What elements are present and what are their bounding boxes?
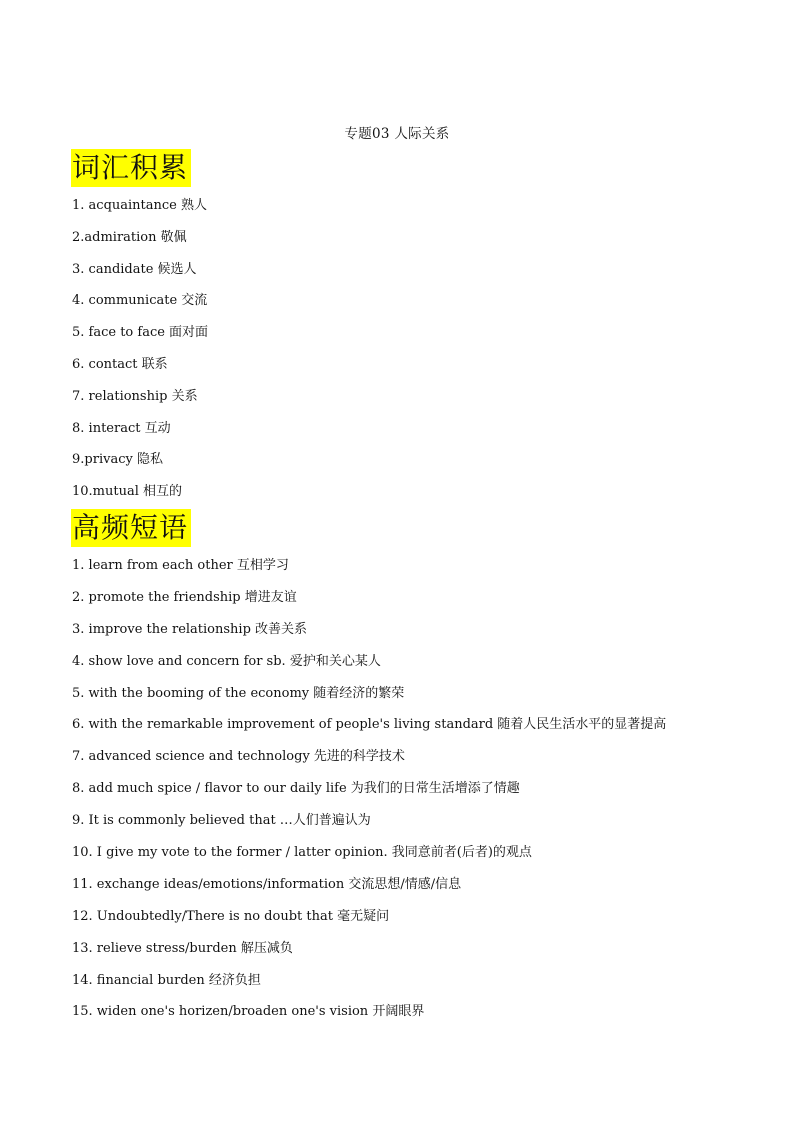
list-item: 4. show love and concern for sb. 爱护和关心某人 bbox=[72, 653, 381, 669]
list-item: 1. acquaintance 熟人 bbox=[72, 198, 207, 213]
phrases-heading: 高频短语 bbox=[71, 509, 191, 547]
list-item: 12. Undoubtedly/There is no doubt that 毫无疑问 bbox=[72, 908, 390, 924]
list-item: 10. I give my vote to the former / latter opinion. 我同意前者(后者)的观点 bbox=[72, 845, 532, 861]
list-item: 8. interact 互动 bbox=[72, 420, 171, 436]
list-item: 15. widen one's horizen/broaden one's vision 开阔眼界 bbox=[72, 1004, 425, 1020]
list-item: 8. add much spice / flavor to our daily life 为我们的日常生活增添了情趣 bbox=[72, 781, 520, 797]
list-item: 1. learn from each other 互相学习 bbox=[72, 558, 289, 573]
document-title: 专题03 人际关系 bbox=[344, 126, 450, 142]
list-item: 13. relieve stress/burden 解压减负 bbox=[72, 940, 293, 956]
list-item: 14. financial burden 经济负担 bbox=[72, 972, 261, 988]
list-item: 4. communicate 交流 bbox=[72, 293, 208, 309]
list-item: 2.admiration 敬佩 bbox=[72, 229, 187, 245]
list-item: 9. It is commonly believed that …人们普遍认为 bbox=[72, 813, 371, 829]
phrases-list bbox=[72, 557, 666, 1035]
list-item: 5. with the booming of the economy 随着经济的繁荣 bbox=[72, 685, 405, 701]
list-item: 9.privacy 隐私 bbox=[72, 452, 163, 468]
list-item: 3. candidate 候选人 bbox=[72, 261, 197, 277]
list-item: 6. contact 联系 bbox=[72, 356, 168, 372]
list-item: 7. relationship 关系 bbox=[72, 388, 198, 404]
list-item: 5. face to face 面对面 bbox=[72, 325, 209, 341]
list-item: 7. advanced science and technology 先进的科学技术 bbox=[72, 749, 405, 765]
list-item: 3. improve the relationship 改善关系 bbox=[72, 621, 308, 637]
list-item: 6. with the remarkable improvement of people's living standard 随着人民生活水平的显著提高 bbox=[72, 717, 667, 733]
list-item: 11. exchange ideas/emotions/information 交流思想/情感/信息 bbox=[72, 876, 462, 892]
list-item: 10.mutual 相互的 bbox=[72, 484, 183, 500]
vocabulary-heading: 词汇积累 bbox=[71, 149, 191, 187]
list-item: 2. promote the friendship 增进友谊 bbox=[72, 589, 297, 605]
vocabulary-list bbox=[72, 197, 208, 515]
